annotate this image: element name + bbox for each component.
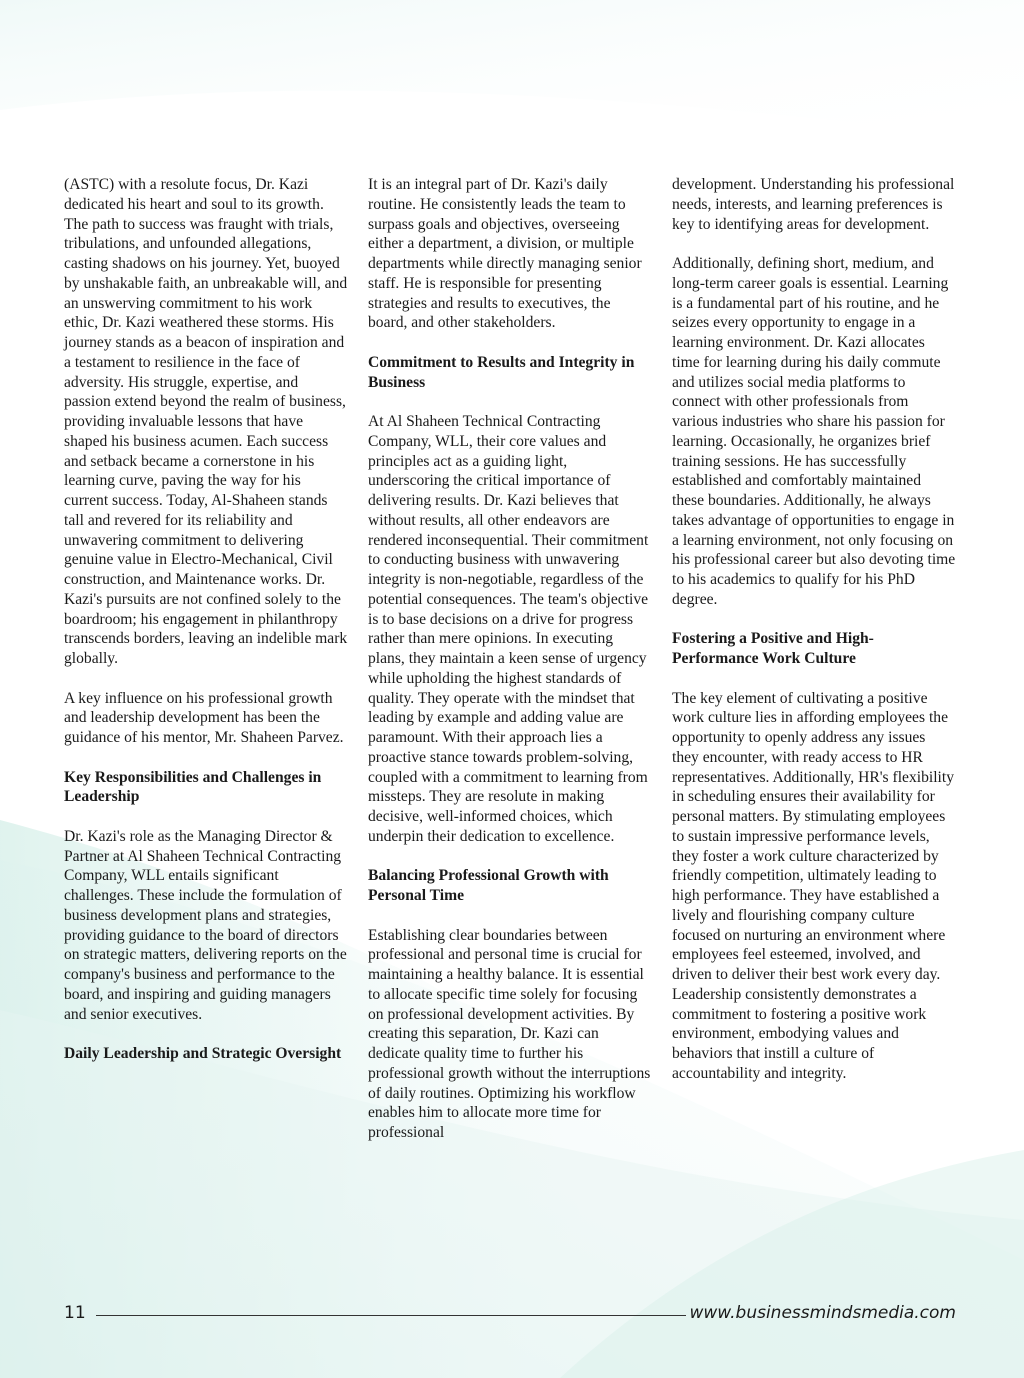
paragraph: (ASTC) with a resolute focus, Dr. Kazi dedicated his heart and soul to its growth. The path to success was fraught with trials, tribulations, and unfounded allegations, casting shadows on his journey. Yet, buoyed by unshakable faith, an unbreakable will, and an unswerving commitment to his work ethic, Dr. Kazi weathered these storms. His journey stands as a beacon of inspiration and a testament to resilience in the face of adversity. His struggle, expertise, and passion extend beyond the realm of business, providing invaluable lessons that have shaped his business acumen. Each success and setback became a cornerstone in his learning curve, paving the way for his current success. Today, Al-Shaheen stands tall and revered for its reliability and unwavering commitment to delivering genuine value in Electro-Mechanical, Civil construction, and Maintenance works. Dr. Kazi's pursuits are not confined solely to the boardroom; his engagement in philanthropy transcends borders, leaving an indelible mark globally. xyxy=(64,176,348,667)
website-link[interactable]: www.businessmindsmedia.com xyxy=(689,1303,956,1323)
section-heading: Commitment to Results and Integrity in Business xyxy=(368,353,635,391)
column-3 xyxy=(672,175,956,1103)
section-heading: Fostering a Positive and High-Performance Work Culture xyxy=(672,630,874,667)
paragraph: Dr. Kazi's role as the Managing Director & Partner at Al Shaheen Technical Contracting Company, WLL entails significant challenges. These include the formulation of business development plans and strategies, providing guidance to the board of directors on strategic matters, delivering reports on the company's business and performance to the board, and inspiring and guiding managers and senior executives. xyxy=(64,827,347,1023)
paragraph: It is an integral part of Dr. Kazi's daily routine. He consistently leads the team to surpass goals and objectives, overseeing either a department, a division, or multiple departments while directly managing senior staff. He is responsible for presenting strategies and results to executives, the board, and other stakeholders. xyxy=(368,176,642,332)
section-heading: Key Responsibilities and Challenges in Leadership xyxy=(64,768,322,806)
paragraph: The key element of cultivating a positive work culture lies in affording employees the opportunity to openly address any issues they encounter, with ready access to HR representatives. Additionally, HR's flexibility in scheduling ensures their availability for personal matters. By stimulating employees to sustain impressive performance levels, they foster a work culture characterized by friendly competition, ultimately leading to high performance. They have established a lively and flourishing company culture focused on nurturing an environment where employees feel esteemed, involved, and driven to deliver their best work every day. Leadership consistently demonstrates a commitment to fostering a positive work environment, embodying values and behaviors that instill a culture of accountability and integrity. xyxy=(672,689,955,1082)
paragraph: Establishing clear boundaries between professional and personal time is crucial for maintaining a healthy balance. It is essential to allocate specific time solely for focusing on professional development activities. By creating this separation, Dr. Kazi can dedicate quality time to further his professional growth without the interruptions of daily routines. Optimizing his workflow enables him to allocate more time for professional xyxy=(368,926,651,1141)
section-heading: Daily Leadership and Strategic Oversight xyxy=(64,1045,342,1062)
footer-rule xyxy=(96,1315,686,1316)
paragraph: A key influence on his professional growth and leadership development has been the guidance of his mentor, Mr. Shaheen Parvez. xyxy=(64,689,344,746)
paragraph: development. Understanding his professional needs, interests, and learning preferences is key to identifying areas for development. xyxy=(672,176,955,233)
paragraph: At Al Shaheen Technical Contracting Company, WLL, their core values and principles act as a guiding light, underscoring the critical importance of delivering results. Dr. Kazi believes that without results, all other endeavors are rendered inconsequential. Their commitment to conducting business with unwavering integrity is non-negotiable, regardless of the potential consequences. The team's objective is to base decisions on a drive for progress rather than mere opinions. In executing plans, they maintain a keen sense of urgency while upholding the highest standards of quality. They operate with the mindset that leading by example and adding value are paramount. With their approach lies a proactive stance towards problem-solving, coupled with a commitment to learning from missteps. They are resolute in making decisive, well-informed choices, which underpin their dedication to excellence. xyxy=(368,413,649,845)
column-2 xyxy=(368,175,652,1163)
section-heading: Balancing Professional Growth with Personal Time xyxy=(368,867,609,904)
page-footer xyxy=(0,1300,1024,1330)
column-1 xyxy=(64,175,348,1084)
page-number: 11 xyxy=(64,1303,86,1323)
paragraph: Additionally, defining short, medium, and long-term career goals is essential. Learning is a fundamental part of his routine, and he seizes every opportunity to engage in a learning environment. Dr. Kazi allocates time for learning during his daily commute and utilizes social media platforms to connect with other professionals from various industries who share his passion for learning. Occasionally, he organizes brief training sessions. He has successfully established and comfortably maintained these boundaries. Additionally, he always takes advantage of opportunities to engage in a learning environment, not only focusing on his professional career but also devoting time to his academics to qualify for his PhD degree. xyxy=(672,255,956,608)
article-columns xyxy=(64,175,954,1255)
